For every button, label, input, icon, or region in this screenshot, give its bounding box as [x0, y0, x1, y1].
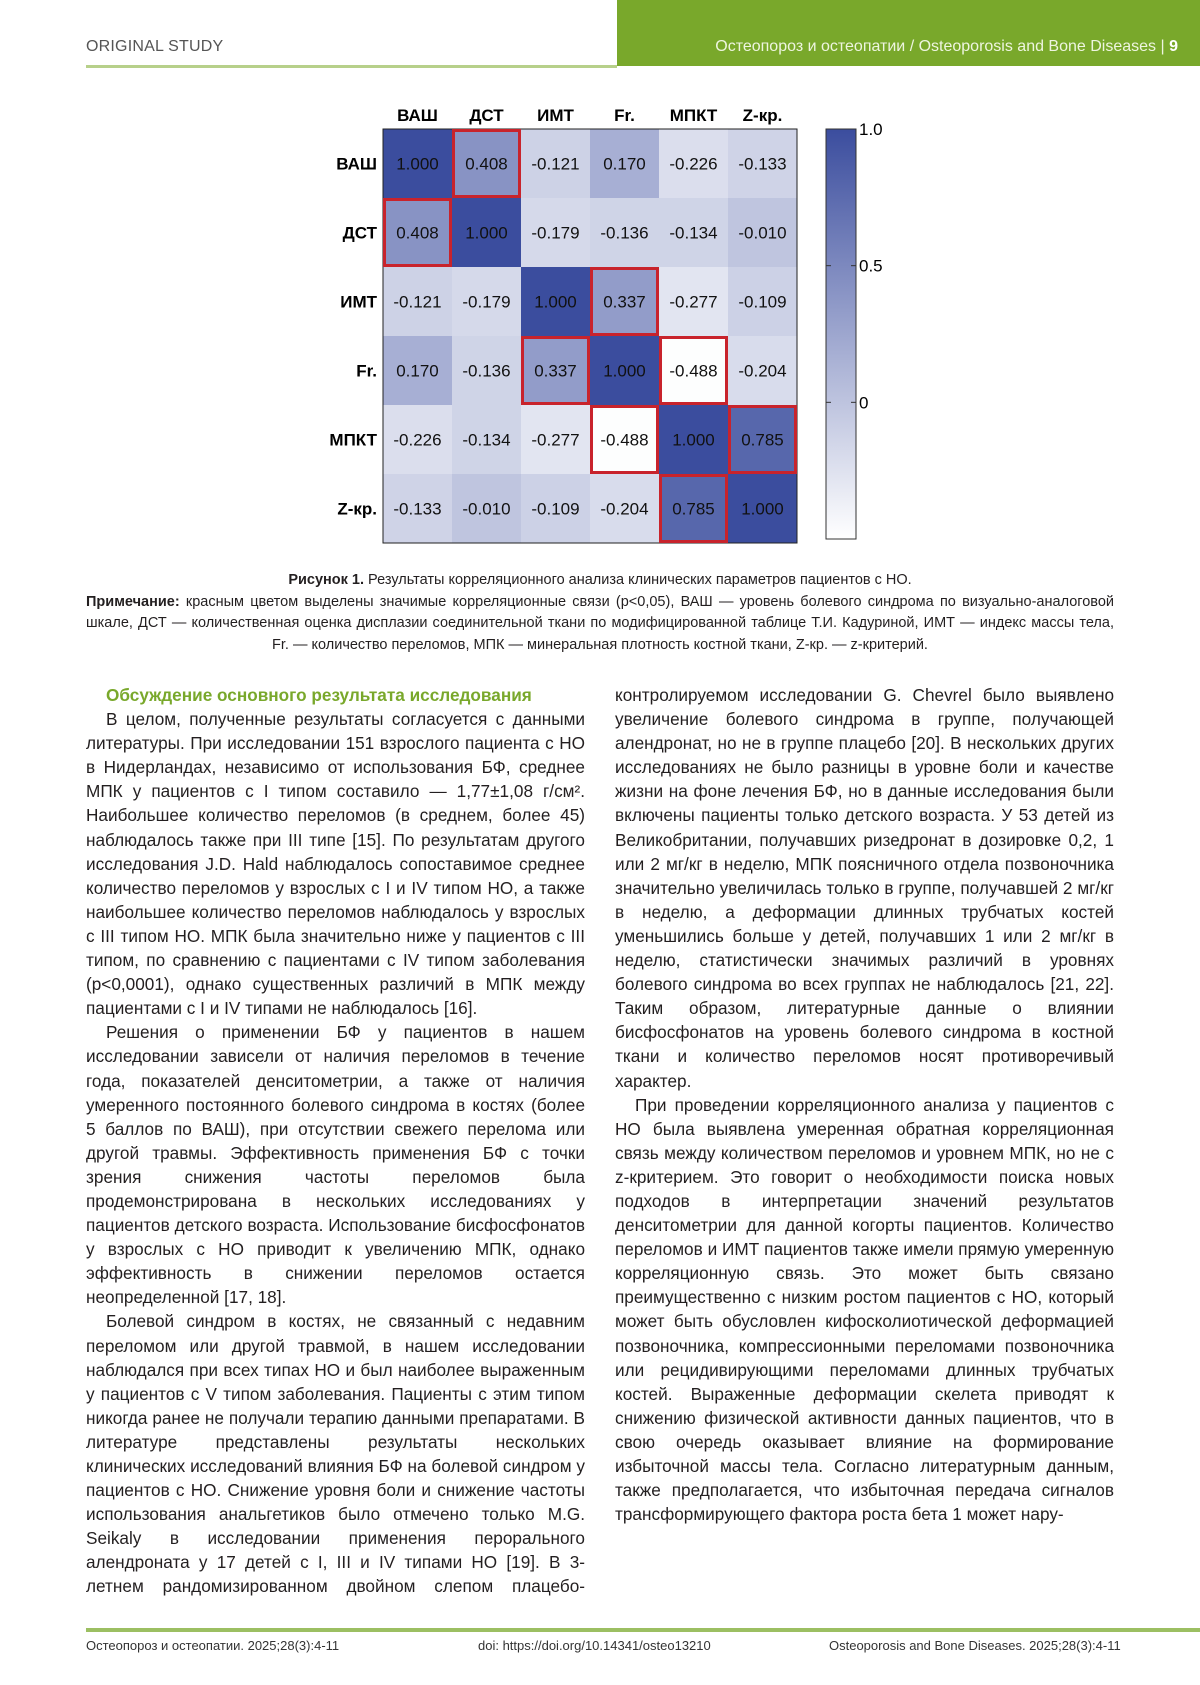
cell-value: 0.170: [396, 361, 439, 381]
caption-note: [86, 592, 1114, 657]
footer-citation-en: Osteoporosis and Bone Diseases. 2025;28(3):4-11: [829, 1638, 1121, 1653]
cell-value: -0.133: [393, 499, 442, 519]
cell-value: 0.408: [465, 154, 508, 174]
cell-value: -0.488: [600, 430, 649, 450]
note-label: Примечание:: [86, 593, 180, 610]
correlation-heatmap: [300, 100, 940, 550]
cell-value: 0.337: [603, 292, 646, 312]
cell-value: -0.204: [600, 499, 649, 519]
row-label: ДСТ: [342, 223, 377, 243]
cell-value: 1.000: [534, 292, 577, 312]
section-heading: Обсуждение основного результата исследования: [106, 685, 532, 705]
cell-value: 0.408: [396, 223, 439, 243]
cell-value: 1.000: [603, 361, 646, 381]
cell-value: -0.204: [738, 361, 787, 381]
colorbar-tick-label: 1.0: [859, 120, 883, 139]
cell-value: -0.109: [531, 499, 580, 519]
cell-value: -0.010: [462, 499, 511, 519]
cell-value: -0.121: [531, 154, 580, 174]
row-label: ИМТ: [340, 292, 377, 312]
footer-doi[interactable]: doi: https://doi.org/10.14341/osteo13210: [478, 1638, 711, 1653]
cell-value: -0.121: [393, 292, 442, 312]
cell-value: 1.000: [672, 430, 715, 450]
cell-value: -0.179: [531, 223, 580, 243]
cell-value: 1.000: [741, 499, 784, 519]
cell-value: 0.785: [741, 430, 784, 450]
article-body: [86, 683, 1114, 1611]
cell-value: -0.109: [738, 292, 787, 312]
paragraph: При проведении корреляционного анализа у пациентов с НО была выявлена умеренная обратная корреляционная связь между количеством переломов и уровнем МПК, но не с z-критерием. Это говорит о необходимости поиска новых подходов в интерпретации значений результатов денситометрии для данной когорты пациентов. Количество переломов и ИМТ пациентов также имели прямую умеренную корреляционную связь. Это может быть связано преимущественно с низким ростом пациентов с НО, который может быть обусловлен кифосколиотической деформацией позвоночника, компрессионными переломами позвоночника или рецидивирующими переломами длинных трубчатых костей. Выраженные деформации скелета приводят к снижению физической активности данных пациентов, что в свою очередь оказывает влияние на формирование избыточной массы тела. Согласно литературным данным, также предполагается, что избыточная передача сигналов трансформирующего фактора роста бета 1 может нару-: [615, 1094, 1114, 1525]
cell-value: -0.133: [738, 154, 787, 174]
cell-value: -0.226: [393, 430, 442, 450]
column-label: ВАШ: [397, 106, 438, 125]
cell-value: -0.136: [600, 223, 649, 243]
colorbar-tick-label: 0: [859, 393, 869, 413]
caption-text: Результаты корреляционного анализа клинических параметров пациентов с НО.: [364, 572, 912, 588]
cell-value: -0.488: [669, 361, 718, 381]
cell-value: -0.134: [462, 430, 511, 450]
column-label: ИМТ: [537, 106, 574, 125]
cell-value: -0.136: [462, 361, 511, 381]
cell-value: -0.277: [669, 292, 718, 312]
cell-value: 1.000: [465, 223, 508, 243]
cell-value: -0.010: [738, 223, 787, 243]
footer-divider: [86, 1628, 1200, 1632]
row-label: МПКТ: [329, 430, 377, 450]
column-label: Z-кр.: [742, 106, 783, 125]
journal-title: Остеопороз и остеопатии / Osteoporosis and Bone Diseases | 9: [715, 38, 1178, 55]
cell-value: -0.277: [531, 430, 580, 450]
cell-value: 0.785: [672, 499, 715, 519]
row-label: ВАШ: [336, 154, 377, 174]
column-label: Fr.: [614, 106, 635, 125]
footer-citation-ru: Остеопороз и остеопатии. 2025;28(3):4-11: [86, 1638, 340, 1653]
caption-title: [86, 570, 1114, 592]
paragraph: Решения о применении БФ у пациентов в нашем исследовании зависели от наличия переломов в течение года, показателей денситометрии, а также от наличия умеренного постоянного болевого синдрома в костях (более 5 баллов по ВАШ), при отсутствии свежего перелома или другой травмы. Эффективность применения БФ с точки зрения снижения частоты переломов была продемонстрирована в нескольких исследованиях у пациентов детского возраста. Использование бисфосфонатов у взрослых с НО приводит к увеличению МПК, однако эффективность в снижении переломов остается неопределенной [17, 18].: [86, 1022, 585, 1308]
journal-name: Остеопороз и остеопатии / Osteoporosis and Bone Diseases: [715, 38, 1157, 55]
header-banner: [617, 0, 1200, 66]
cell-value: -0.226: [669, 154, 718, 174]
cell-value: -0.134: [669, 223, 718, 243]
cell-value: -0.179: [462, 292, 511, 312]
caption-label: Рисунок 1.: [288, 572, 365, 588]
row-label: Z-кр.: [337, 499, 377, 519]
row-label: Fr.: [356, 361, 377, 381]
column-label: МПКТ: [669, 106, 718, 125]
figure-caption: [86, 570, 1114, 656]
page-number: 9: [1169, 38, 1178, 55]
column-label: ДСТ: [469, 106, 504, 125]
cell-value: 0.170: [603, 154, 646, 174]
header-divider: [86, 65, 617, 68]
cell-value: 0.337: [534, 361, 577, 381]
note-text: красным цветом выделены значимые корреляционные связи (p<0,05), ВАШ — уровень болевого синдрома по визуально-аналоговой шкале, ДСТ — количественная оценка дисплазии соединительной ткани по модифицированной таблице Т.И. Кадуриной, ИМТ — индекс массы тела, Fr. — количество переломов, МПК — минеральная плотность костной ткани, Z-кр. — z-критерий.: [86, 593, 1114, 653]
cell-value: 1.000: [396, 154, 439, 174]
paragraph: Болевой синдром в костях, не связанный с недавним переломом или другой травмой, в нашем исследовании наблюдался при всех типах НО и был наиболее выраженным у пациентов с V типом заболевания. Пациенты с этим типом никогда ранее не получали терапию данными препаратами. В литературе представлены результаты нескольких клинических исследований влияния БФ на болевой синдром у пациентов с НО. Снижение уровня боли и снижение частоты использования анальгетиков было отмечено только M.G. Seikaly в исследовании применения перорального алендроната у 17 детей с I, III и IV типами НО [19]. В 3-летнем рандомизированном двойном слепом плацебо-контролируемом исследовании G. Chevrel было выявлено увеличение болевого синдрома в группе, получающей алендронат, но не в группе плацебо [20]. В нескольких других исследованиях не было разницы в уровне боли и качестве жизни на фоне лечения БФ, но в данные исследования были включены пациенты только детского возраста. У 53 детей из Великобритании, получавших ризедронат в дозировке 0,2, 1 или 2 мг/кг в неделю, МПК поясничного отдела позвоночника значительно увеличилась только в группе, получавшей 2 мг/кг в неделю, а деформации длинных трубчатых костей уменьшились больше у детей, получавших 1 или 2 мг/кг в неделю, статистически значимых различий в уровнях болевого синдрома во всех группах не наблюдалось [21, 22]. Таким образом, литературные данные о влиянии бисфосфонатов на уровень болевого синдрома в костной ткани и количество переломов носят противоречивый характер.: [86, 685, 1114, 1597]
colorbar: [826, 129, 856, 539]
colorbar-tick-label: 0.5: [859, 256, 883, 276]
paragraph: В целом, полученные результаты согласуется с данными литературы. При исследовании 151 взрослого пациента с НО в Нидерландах, независимо от использования БФ, среднее МПК у пациентов с I типом составило — 1,77±1,08 г/см². Наибольшее количество переломов (в среднем, более 45) наблюдалось также при III типе [15]. По результатам другого исследования J.D. Hald наблюдалось сопоставимое среднее количество переломов у взрослых с I и IV типом НО, а также наибольшее количество переломов наблюдалось у взрослых с III типом НО. МПК была значительно ниже у пациентов с III типом, по сравнению с пациентами с IV типом заболевания (p<0,0001), однако существенных различий в МПК между пациентами с I и IV типами не наблюдалось [16].: [86, 709, 585, 1019]
section-label: ORIGINAL STUDY: [86, 38, 224, 55]
